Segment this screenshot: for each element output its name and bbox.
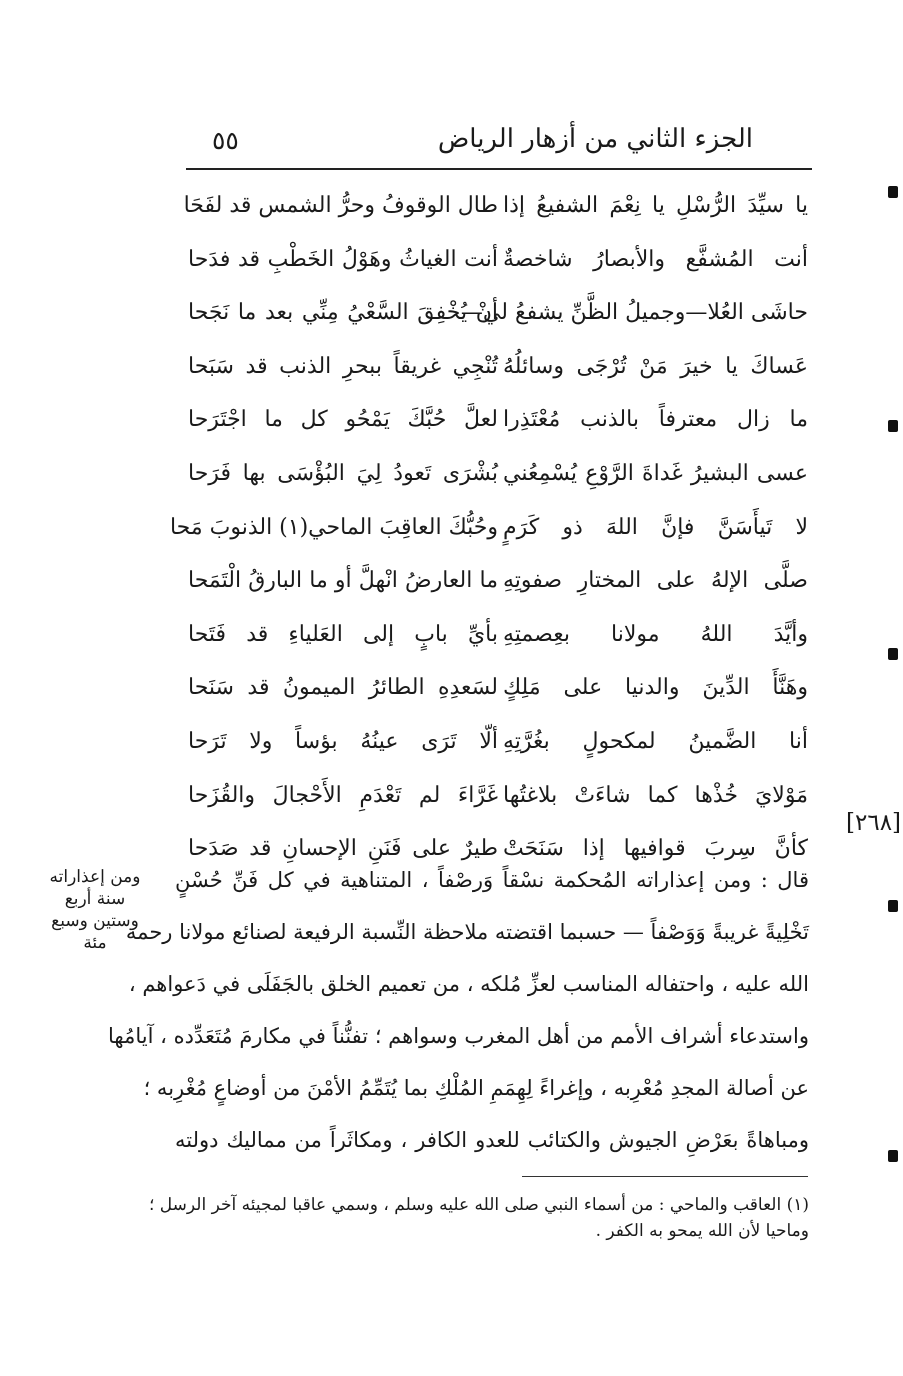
binding-hole-mark [888, 186, 898, 198]
verse-left-hemistich: أنْ يُخْفِقَ السَّعْيُ مِنِّي بعد ما نَجَحا [188, 300, 498, 326]
verse-left-hemistich: وحُبُّكَ العاقِبَ الماحي(١) الذنوبَ مَحا [169, 514, 498, 540]
margin-page-reference: [٢٦٨] [846, 810, 902, 836]
verse-right-hemistich: كأنَّ سِربَ قوافيها إذا سَنَحَتْ [503, 836, 808, 862]
prose-line: تَخْلِيةً غريبةً وَوَصْفاً — حسبما اقتضته ملاحظة النِّسبة الرفيعة لصنائع مولانا رحمة [125, 920, 809, 944]
verse-right-hemistich: ما زال معترفاً بالذنب مُعْتَذِرا [503, 407, 808, 433]
verse-line [188, 398, 808, 452]
poem-verses [169, 184, 808, 881]
verse-right-hemistich: أنت المُشفَّع والأبصارُ شاخصةٌ [503, 246, 808, 272]
verse-left-hemistich: طال الوقوفُ وحرُّ الشمس قد لفَحَا [183, 193, 498, 218]
side-note-line: سنة أربع [64, 889, 126, 909]
verse-line [183, 184, 808, 238]
verse-line [188, 238, 808, 292]
footnote-rule [522, 1176, 808, 1177]
verse-right-hemistich: وأيَّدَ اللهُ مولانا بعِصمتِهِ [503, 621, 808, 647]
prose-line: ومباهاةً بعَرْضِ الجيوش والكتائب للعدو الكافر ، ومكاثَراً من مماليك دولته [175, 1128, 809, 1152]
verse-line [188, 345, 808, 399]
verse-right-hemistich: عَساكَ يا خيرَ مَنْ تُرْجَى وسائلُهُ [503, 353, 808, 379]
binding-hole-mark [888, 648, 898, 660]
footnote-line: (١) العاقب والماحي : من أسماء النبي صلى الله عليه وسلم ، وسمي عاقبا لمجيئه آخر الرسل ؛ [148, 1195, 809, 1215]
prose-line: قال : ومن إعذاراته المُحكمة نسْقاً وَرصْفاً ، المتناهية في كل فَنِّ حُسْنٍ [175, 868, 809, 892]
verse-line [188, 666, 808, 720]
binding-hole-mark [888, 1150, 898, 1162]
verse-right-hemistich: وهَنَّأَ الدِّينَ والدنيا على مَلِكٍ [503, 675, 808, 701]
verse-right-hemistich: عسى البشيرُ غَداةَ الرَّوْعِ يُسْمِعُني [503, 460, 808, 486]
verse-line [169, 506, 808, 560]
binding-hole-mark [888, 900, 898, 912]
verse-right-hemistich: مَوْلايَ خُذْها كما شاءَتْ بلاغتُها [503, 782, 808, 808]
verse-right-hemistich: يا سيِّدَ الرُّسْلِ يا نِعْمَ الشفيعُ إذا [503, 193, 808, 218]
verse-left-hemistich: بُشْرَى تَعودُ لِيَ البُؤْسَى بها فَرَحا [188, 460, 498, 486]
verse-left-hemistich: بأيِّ بابٍ إلى العَلياءِ قد فَتَحا [188, 621, 498, 647]
verse-left-hemistich: أنت الغياثُ وهَوْلُ الخَطْبِ قد فدَحا [188, 246, 498, 272]
footnote-line: وماحيا لأن الله يمحو به الكفر . [595, 1221, 809, 1241]
binding-hole-mark [888, 420, 898, 432]
side-note-line: وستين وسبع [51, 911, 139, 931]
verse-line [188, 291, 808, 345]
verse-left-hemistich: لعلَّ حُبَّكَ يَمْحُو كل ما اجْتَرَحا [188, 407, 498, 433]
side-note-line: ومن إعذاراته [49, 867, 141, 887]
verse-line [188, 559, 808, 613]
prose-line: الله عليه ، واحتفاله المناسب لعزِّ مُلكه ، من تعميم الخلق بالجَفَلَى في دَعواهم ، [128, 972, 809, 996]
prose-line: عن أصالة المجدِ مُعْرِبه ، وإغراءً لِهِمَمِ المُلْكِ بما يُتَمِّمُ الأمْنَ من أوضاعٍ مُغْرِبه ؛ [143, 1076, 809, 1100]
footnote [148, 1192, 809, 1244]
header-rule [186, 168, 812, 170]
verse-left-hemistich: غَرَّاءَ لم تَعْدَمِ الأَحْجالَ والقُزَحا [188, 782, 498, 808]
verse-right-hemistich: صلَّى الإلهُ على المختارِ صفوتِهِ [503, 568, 808, 594]
side-note-line: مئة [83, 933, 107, 953]
prose-paragraph [108, 858, 809, 1170]
verse-line [188, 720, 808, 774]
verse-right-hemistich: حاشَى العُلا—وجميلُ الظَّنِّ يشفعُ لي— [460, 300, 808, 326]
verse-right-hemistich: أنا الضَّمينُ لمكحولٍ بغُرَّتِهِ [503, 728, 808, 754]
verse-left-hemistich: ما العارضُ انْهلَّ أو ما البارقُ الْتَمَحا [188, 568, 498, 594]
verse-right-hemistich: لا تَيأَسَنَّ فإنَّ اللهَ ذو كَرَمٍ [503, 514, 808, 540]
verse-left-hemistich: ألّا تَرَى عينُهُ بؤساً ولا تَرَحا [188, 728, 498, 754]
verse-line [188, 613, 808, 667]
verse-left-hemistich: طيرٌ على فَنَنِ الإحسانِ قد صَدَحا [188, 836, 498, 862]
page-number: ٥٥ [212, 126, 239, 155]
verse-left-hemistich: لسَعدِهِ الطائرُ الميمونُ قد سَنَحا [188, 675, 498, 701]
verse-left-hemistich: تُنْجِي غريقاً ببحرِ الذنب قد سَبَحا [188, 353, 498, 379]
prose-line: واستدعاء أشراف الأمم من أهل المغرب وسواهم ؛ تفنُّناً في مكارمَ مُتَعَدِّده ، آيامُها [108, 1024, 809, 1048]
verse-line [188, 774, 808, 828]
running-header-title: الجزء الثاني من أزهار الرياض [437, 124, 753, 154]
verse-line [188, 452, 808, 506]
